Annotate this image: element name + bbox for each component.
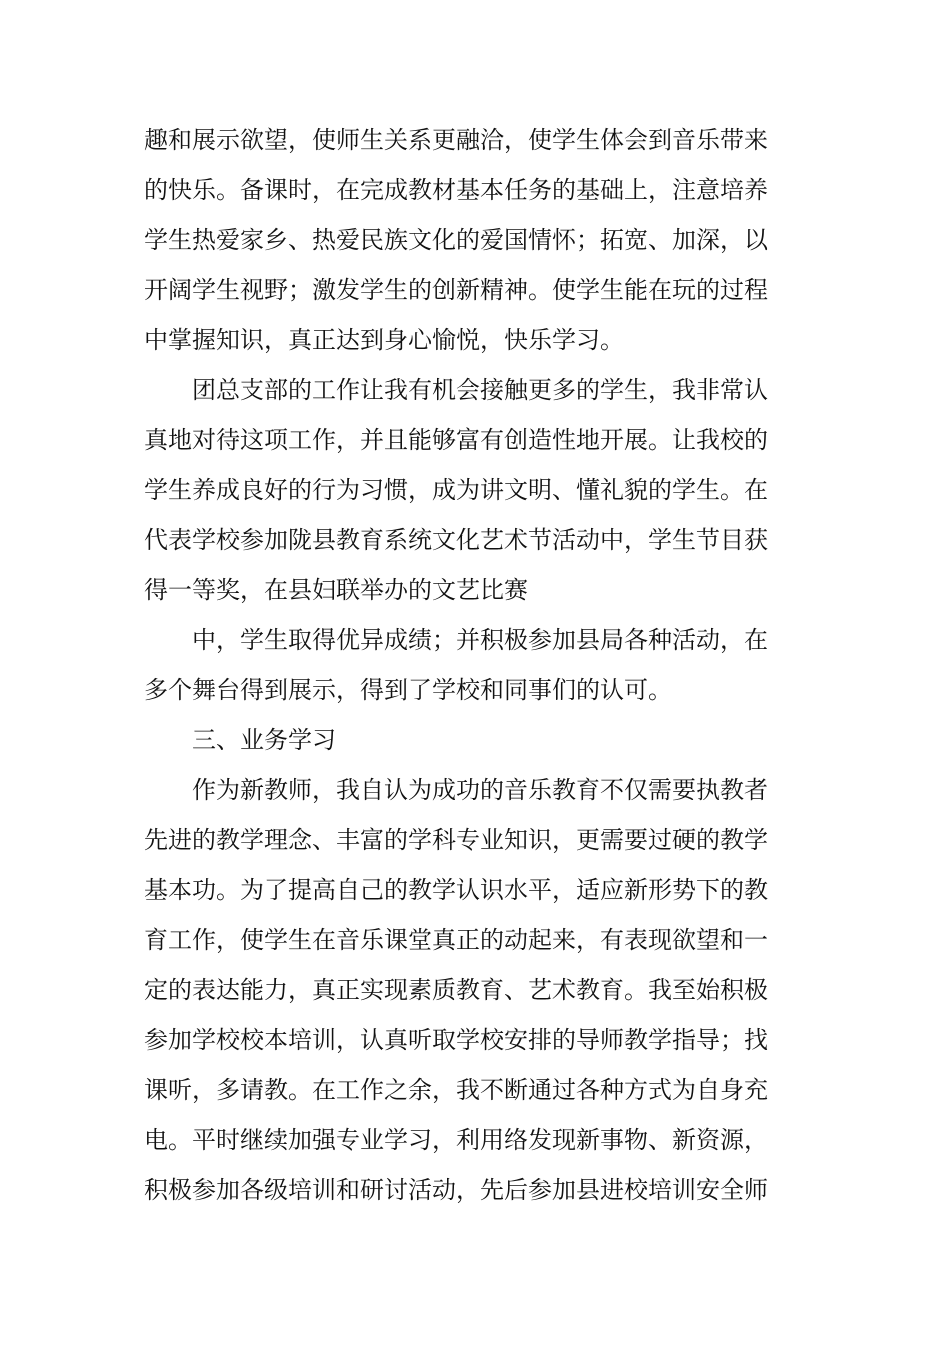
text-line: 开阔学生视野；激发学生的创新精神。使学生能在玩的过程 xyxy=(144,276,768,304)
text-line: 代表学校参加陇县教育系统文化艺术节活动中，学生节目获 xyxy=(144,526,768,554)
text-line: 中掌握知识，真正达到身心愉悦，快乐学习。 xyxy=(144,326,624,354)
section-heading: 三、业务学习 xyxy=(192,726,336,754)
text-line: 学生热爱家乡、热爱民族文化的爱国情怀；拓宽、加深，以 xyxy=(144,226,768,254)
document-page xyxy=(144,115,768,1215)
text-line: 得一等奖，在县妇联举办的文艺比赛 xyxy=(144,576,528,604)
text-line: 团总支部的工作让我有机会接触更多的学生，我非常认 xyxy=(192,376,768,404)
text-line: 课听，多请教。在工作之余，我不断通过各种方式为自身充 xyxy=(144,1076,768,1104)
text-line: 多个舞台得到展示，得到了学校和同事们的认可。 xyxy=(144,676,672,704)
text-line: 趣和展示欲望，使师生关系更融洽，使学生体会到音乐带来 xyxy=(144,126,768,154)
text-line: 定的表达能力，真正实现素质教育、艺术教育。我至始积极 xyxy=(144,976,768,1004)
text-line: 育工作，使学生在音乐课堂真正的动起来，有表现欲望和一 xyxy=(144,926,768,954)
text-line: 作为新教师，我自认为成功的音乐教育不仅需要执教者 xyxy=(192,776,768,804)
text-line: 中，学生取得优异成绩；并积极参加县局各种活动，在 xyxy=(192,626,768,654)
text-line: 学生养成良好的行为习惯，成为讲文明、懂礼貌的学生。在 xyxy=(144,476,768,504)
text-line: 的快乐。备课时，在完成教材基本任务的基础上，注意培养 xyxy=(144,176,768,204)
text-line: 电。平时继续加强专业学习，利用络发现新事物、新资源， xyxy=(144,1126,768,1154)
text-line: 参加学校校本培训，认真听取学校安排的导师教学指导；找 xyxy=(144,1026,768,1054)
text-line: 真地对待这项工作，并且能够富有创造性地开展。让我校的 xyxy=(144,426,768,454)
text-line: 基本功。为了提高自己的教学认识水平，适应新形势下的教 xyxy=(144,876,768,904)
text-line: 积极参加各级培训和研讨活动，先后参加县进校培训安全师 xyxy=(144,1176,768,1204)
text-line: 先进的教学理念、丰富的学科专业知识，更需要过硬的教学 xyxy=(144,826,768,854)
